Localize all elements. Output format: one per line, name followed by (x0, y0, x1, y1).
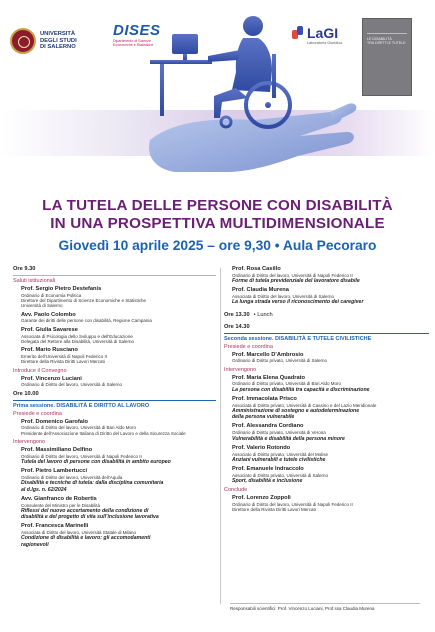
event-title-line-2: IN UNA PROSPETTIVA MULTIDIMENSIONALE (50, 215, 385, 232)
talk-title: Sport, disabilità e inclusione (232, 478, 303, 485)
speaker-name: Prof. Mario Rusciano (21, 347, 78, 354)
speaker-affiliation: Direttore della Rivista Diritti Lavori Mercati (21, 359, 105, 365)
speaker-garofalo (21, 419, 216, 436)
program-left-column (13, 266, 216, 551)
speaker-name: Prof. Lorenzo Zoppoli (232, 495, 291, 502)
desk-shape (150, 60, 212, 64)
speaker-rusciano (21, 347, 216, 364)
speaker-murena (232, 287, 429, 305)
dises-logo (113, 22, 169, 47)
talk-title: La persona con disabilità tra capacità e discriminazione (232, 386, 370, 393)
speaker-affiliation: Delegata del Rettore alla Disabilità, Università di Salerno (21, 338, 135, 344)
lunch-time: Ore 13.30 (224, 311, 250, 318)
speaker-affiliation: Associato di Diritto privato, Università del Molise (232, 451, 329, 457)
speaker-name: Prof. Giulia Savarese (21, 326, 78, 333)
talk-title: ragionevoli (21, 541, 49, 548)
talk-title: disabilità e del progetto di vita sull’inclusione lavorativa (21, 514, 159, 521)
unisa-line-3: DI SALERNO (40, 44, 76, 51)
speaker-affiliation: Associata di Diritto privato, Università di Cassino e del Lazio Meridionale (232, 402, 377, 408)
speaker-cordiano (232, 423, 429, 441)
lunch-break (224, 312, 429, 318)
person-head-shape (243, 16, 263, 36)
intro-label: Introduce il Convegno (13, 367, 67, 374)
talk-title: Forme di tutela previdenziale del lavoratore disabile (232, 278, 360, 285)
talk-title: Tutela del lavoro di persone con disabilità in ambito europeo (21, 459, 171, 466)
speaker-name: Prof. Immacolata Prisco (232, 395, 297, 402)
event-title-line-1: LA TUTELA DELLE PERSONE CON DISABILITÀ (42, 197, 393, 214)
speaker-marinelli (21, 523, 216, 548)
speaker-affiliation: Ordinario di Diritto privato, Università di Bari Aldo Moro (232, 381, 342, 387)
monitor-shape (172, 34, 198, 54)
speaker-affiliation: Ordinario di Diritto del lavoro, Università di Salerno (21, 382, 123, 388)
speaker-affiliation: Ordinario di Diritto privato, Università di Verona (232, 430, 326, 436)
time-first-session: Ore 10.00 (13, 390, 39, 397)
speaker-name: Prof. Massimiliano Delfino (21, 447, 93, 454)
talk-title: Amministrazione di sostegno e autodeterminazione (232, 408, 360, 415)
session-1-heading: Prima sessione. DISABILITÀ E DIRITTO AL LAVORO (13, 402, 150, 409)
speaker-affiliation: Ordinario di Diritto del lavoro, Università di Napoli Federico II (232, 272, 353, 278)
unisa-line-2: DEGLI STUDI (40, 37, 77, 44)
speaker-name: Avv. Paolo Colombo (21, 311, 76, 318)
speaker-name: Prof. Marcello D’Ambrosio (232, 351, 304, 358)
university-seal-icon (10, 28, 36, 54)
time-opening: Ore 9.30 (13, 266, 36, 272)
speaker-affiliation: Ordinario di Economia Politica (21, 292, 82, 298)
speaker-name: Prof. Maria Elena Quadrato (232, 374, 306, 381)
speaker-name: Avv. Gianfranco de Robertis (21, 495, 97, 502)
dises-subtitle-1: Dipartimento di Scienze (113, 39, 151, 43)
speaker-name: Prof. Alessandra Cordiano (232, 423, 304, 430)
talk-title: La lunga strada verso il riconoscimento dei caregiver (232, 299, 364, 306)
event-date-location: Giovedì 10 aprile 2025 – ore 9,30 • Aula Pecoraro (58, 238, 377, 253)
time-second-session: Ore 14.30 (224, 323, 250, 330)
talk-title: Disabilità e tecniche di tutela: dalla disciplina comunitaria (21, 480, 164, 487)
scientific-responsibles: Responsabili scientifici: Prof. Vincenzo Luciani, Prof.ssa Claudia Murena (230, 606, 375, 611)
speaker-destefanis (21, 286, 216, 309)
talk-title: Vulnerabilità e disabilità della persona minore (232, 435, 345, 442)
speaker-affiliation: Università di Salerno (21, 303, 63, 309)
speaker-affiliation: Presidente dell’Associazione Italiana di Diritto del Lavoro e della Sicurezza Sociale (21, 430, 186, 436)
saluti-label: Saluti istituzionali (13, 278, 56, 284)
speaker-affiliation: Direttore del Dipartimento di Scienze Economiche e Statistiche (21, 298, 147, 304)
session-2-heading: Seconda sessione. DISABILITÀ E TUTELE CIVILISTICHE (224, 335, 372, 342)
speaker-name: Prof. Claudia Murena (232, 287, 289, 294)
talk-title: Riflessi del nuovo accertamento della condizione di (21, 507, 149, 514)
dises-wordmark: DISES (113, 22, 161, 39)
speaker-de-robertis (21, 496, 216, 521)
talk-title: al d.lgs. n. 62/2024 (21, 486, 67, 493)
hero-banner (0, 0, 435, 190)
lagi-logo (292, 26, 342, 45)
speaker-casillo (232, 266, 429, 284)
unisa-logo (10, 28, 77, 54)
lunch-label: • Lunch (253, 311, 273, 318)
speaker-affiliation: Ordinario di Diritto del lavoro, Università dell’Aquila (21, 475, 123, 481)
speaker-affiliation: Ordinario di Diritto privato, Università di Salerno (232, 358, 328, 364)
speaker-name: Prof. Vincenzo Luciani (21, 375, 82, 382)
speaker-rotondo (232, 445, 429, 463)
talk-title: Condizione di disabilità e lavoro: gli accomodamenti (21, 535, 151, 542)
book-cover (362, 18, 412, 96)
speaker-affiliation: Garante dei diritti delle persone con disabilità, Regione Campania (21, 318, 152, 324)
speaker-affiliation: Emerito dell’Università di Napoli Federico II (21, 353, 108, 359)
speaker-indraccolo (232, 466, 429, 484)
speaker-affiliation: Associato di Diritto privato, Università di Salerno (232, 472, 329, 478)
speaker-savarese (21, 327, 216, 344)
speaker-name: Prof. Emanuele Indraccolo (232, 466, 304, 473)
speaker-affiliation: Associata di Psicologia dello Sviluppo e dell’Educazione (21, 333, 133, 339)
speaker-affiliation: Ordinario di Diritto del lavoro, Università di Napoli Federico II (21, 453, 142, 459)
presiede-label: Presiede e coordina (13, 410, 62, 417)
speaker-name: Prof. Sergio Pietro Destefanis (21, 286, 102, 292)
speaker-quadrato (232, 375, 429, 393)
dises-subtitle-2: Economiche e Statistiche (113, 43, 154, 48)
speaker-affiliation: Ordinario di Diritto del lavoro, Università di Bari Aldo Moro (21, 425, 137, 431)
lagi-wordmark: LaGI (307, 25, 339, 41)
speaker-affiliation: Associata di Diritto del lavoro, Università di Salerno (232, 294, 335, 300)
speaker-luciani (21, 376, 216, 388)
speaker-delfino (21, 447, 216, 465)
speaker-d-ambrosio (232, 352, 429, 364)
speaker-affiliation: Consulente del Ministro per le Disabilità (21, 502, 101, 508)
speaker-name: Prof. Domenico Garofalo (21, 418, 88, 425)
unisa-line-1: UNIVERSITÀ (40, 31, 76, 38)
interventi-label: Intervengono (13, 439, 46, 446)
speaker-affiliation: Direttore della Rivista Diritti Lavori Mercati (232, 507, 316, 513)
speaker-lambertucci (21, 468, 216, 493)
book-title-line-1: LE DISABILITÀ (367, 37, 392, 41)
speaker-name: Prof. Valerio Rotondo (232, 444, 291, 451)
speaker-affiliation: Associata di Diritto del lavoro, Università Statale di Milano (21, 530, 137, 536)
column-divider (220, 268, 221, 604)
speaker-name: Prof. Rosa Casillo (232, 266, 281, 272)
speaker-prisco (232, 396, 429, 421)
talk-title: Anziani vulnerabili e tutele civilistiche (232, 456, 326, 463)
speaker-name: Prof. Pietro Lambertucci (21, 468, 88, 475)
lagi-subtitle: Laboratorio Giuridico (307, 41, 343, 45)
speaker-name: Prof. Francesca Marinelli (21, 523, 89, 530)
book-title-line-2: TRA DIRITTI E TUTELE (367, 41, 406, 46)
conclude-label: Conclude (224, 487, 248, 494)
speaker-affiliation: Ordinario di Diritto del lavoro, Università di Napoli Federico II (232, 502, 353, 508)
speaker-colombo (21, 312, 216, 324)
speaker-zoppoli (232, 495, 429, 512)
presiede-label: Presiede e coordina (224, 343, 273, 350)
lagi-mark-icon (292, 26, 304, 40)
talk-title: della persona vulnerabile (232, 414, 295, 421)
interventi-label: Intervengono (224, 366, 257, 373)
program-right-column (224, 266, 429, 516)
